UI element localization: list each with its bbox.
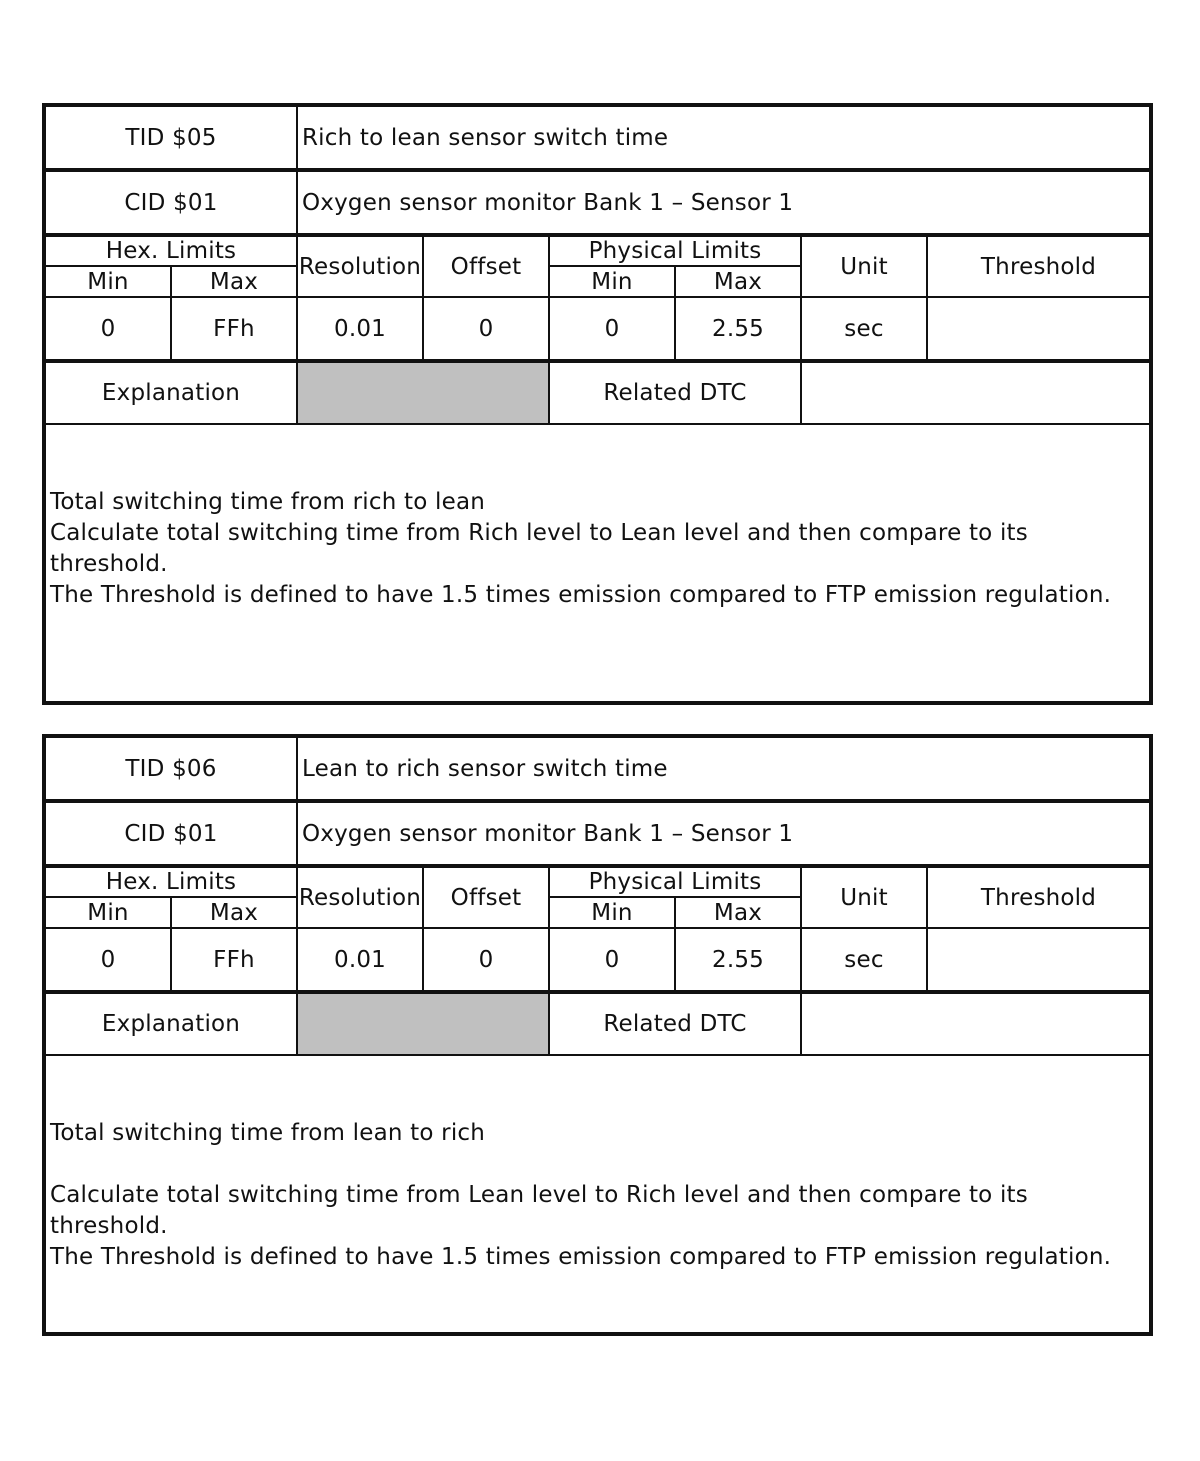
resolution-value: 0.01 xyxy=(333,946,386,973)
shaded-cell xyxy=(298,994,548,1054)
explanation-label: Explanation xyxy=(101,1011,241,1037)
explanation-text xyxy=(50,487,1150,611)
hex-min-value: 0 xyxy=(100,315,116,342)
hex-max-value: FFh xyxy=(213,946,255,973)
phys-min-value: 0 xyxy=(604,946,620,973)
explanation-label: Explanation xyxy=(101,380,241,406)
related-dtc-label: Related DTC xyxy=(603,1011,747,1037)
tid-label: TID $06 xyxy=(125,755,217,782)
unit-value: sec xyxy=(844,946,884,973)
resolution-header: Resolution xyxy=(298,253,422,280)
explanation-text xyxy=(50,1118,1150,1273)
explanation-line: Total switching time from lean to rich xyxy=(50,1120,486,1146)
phys-min-header: Min xyxy=(591,899,633,926)
cid-description: Oxygen sensor monitor Bank 1 – Sensor 1 xyxy=(302,820,794,847)
explanation-line: Calculate total switching time from Rich level to Lean level and then compare to its xyxy=(50,520,1028,546)
hex-min-header: Min xyxy=(87,268,129,295)
tid-description: Lean to rich sensor switch time xyxy=(302,755,668,782)
explanation-line: The Threshold is defined to have 1.5 times emission compared to FTP emission regulation. xyxy=(50,1244,1112,1270)
hex-max-value: FFh xyxy=(213,315,255,342)
phys-min-header: Min xyxy=(591,268,633,295)
phys-max-value: 2.55 xyxy=(711,315,764,342)
resolution-header: Resolution xyxy=(298,884,422,911)
explanation-line: Calculate total switching time from Lean level to Rich level and then compare to its xyxy=(50,1182,1028,1208)
tid-table xyxy=(42,734,1153,1336)
threshold-header: Threshold xyxy=(980,253,1097,280)
explanation-line: threshold. xyxy=(50,551,168,577)
hex-max-header: Max xyxy=(209,268,259,295)
phys-max-header: Max xyxy=(713,899,763,926)
related-dtc-value xyxy=(802,363,1149,423)
cid-label: CID $01 xyxy=(124,189,218,216)
offset-value: 0 xyxy=(478,315,494,342)
unit-header: Unit xyxy=(840,884,888,911)
tid-label: TID $05 xyxy=(125,124,217,151)
shaded-cell xyxy=(298,363,548,423)
unit-value: sec xyxy=(844,315,884,342)
cid-description: Oxygen sensor monitor Bank 1 – Sensor 1 xyxy=(302,189,794,216)
threshold-value xyxy=(928,298,1149,359)
tid-description: Rich to lean sensor switch time xyxy=(302,124,669,151)
offset-header: Offset xyxy=(450,253,522,280)
hex-limits-header: Hex. Limits xyxy=(105,238,237,264)
tid-table xyxy=(42,103,1153,705)
phys-max-value: 2.55 xyxy=(711,946,764,973)
related-dtc-label: Related DTC xyxy=(603,380,747,406)
explanation-line xyxy=(50,1149,1150,1180)
hex-min-value: 0 xyxy=(100,946,116,973)
offset-value: 0 xyxy=(478,946,494,973)
hex-max-header: Max xyxy=(209,899,259,926)
explanation-line: threshold. xyxy=(50,1213,168,1239)
hex-limits-header: Hex. Limits xyxy=(105,869,237,895)
cid-label: CID $01 xyxy=(124,820,218,847)
phys-max-header: Max xyxy=(713,268,763,295)
hex-min-header: Min xyxy=(87,899,129,926)
related-dtc-value xyxy=(802,994,1149,1054)
phys-min-value: 0 xyxy=(604,315,620,342)
offset-header: Offset xyxy=(450,884,522,911)
resolution-value: 0.01 xyxy=(333,315,386,342)
unit-header: Unit xyxy=(840,253,888,280)
threshold-value xyxy=(928,929,1149,990)
explanation-line: The Threshold is defined to have 1.5 times emission compared to FTP emission regulation. xyxy=(50,582,1112,608)
physical-limits-header: Physical Limits xyxy=(588,238,762,264)
explanation-line: Total switching time from rich to lean xyxy=(50,489,486,515)
physical-limits-header: Physical Limits xyxy=(588,869,762,895)
threshold-header: Threshold xyxy=(980,884,1097,911)
